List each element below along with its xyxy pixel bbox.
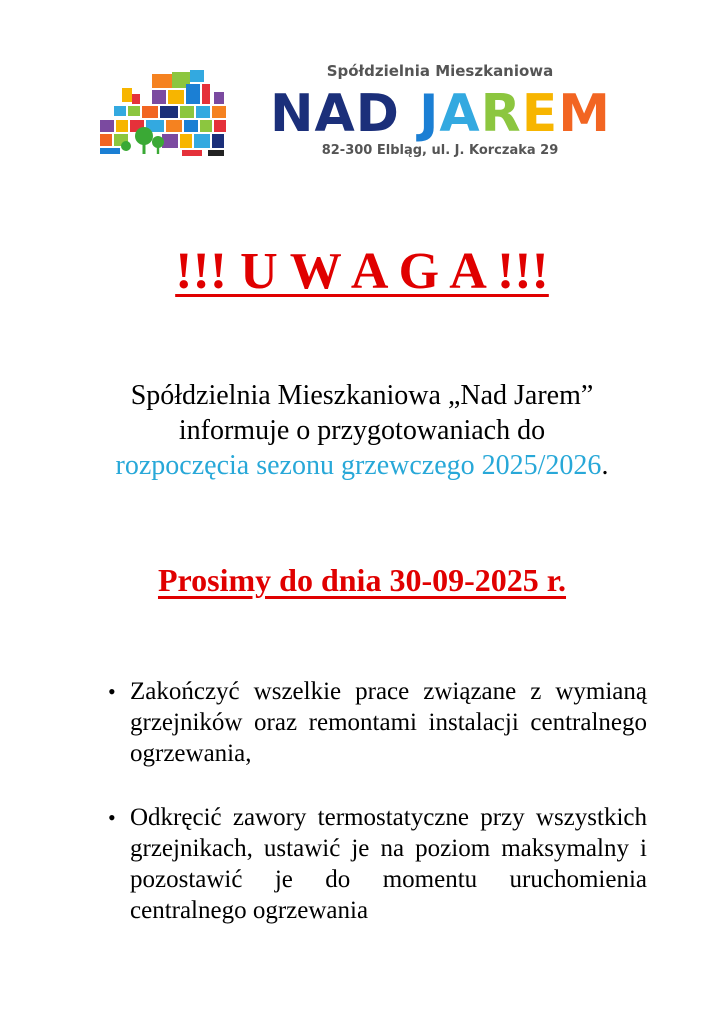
- list-item-text: Zakończyć wszelkie prace związane z wymianą grzejników oraz remontami instalacji centralnego ogrzewania,: [130, 678, 647, 767]
- org-name-letter: E: [521, 84, 559, 144]
- list-item: [104, 676, 647, 769]
- instructions-list: [104, 676, 647, 959]
- org-name-letter: R: [480, 84, 522, 144]
- org-name-letter: A: [314, 84, 356, 144]
- building-logo-icon: [96, 66, 230, 158]
- org-name-letter: N: [270, 84, 315, 144]
- org-subtitle: Spółdzielnia Mieszkaniowa: [326, 62, 554, 80]
- org-name-letter: D: [355, 84, 400, 144]
- info-line-1: Spółdzielnia Mieszkaniowa „Nad Jarem”: [130, 380, 594, 411]
- org-name-letter: [400, 84, 419, 144]
- bullet-icon: •: [108, 805, 116, 830]
- deadline-heading: Prosimy do dnia 30-09-2025 r.: [157, 562, 567, 598]
- header: [0, 0, 724, 180]
- notice-title: !!! U W A G A !!!: [175, 243, 549, 300]
- heating-season-highlight: rozpoczęcia sezonu grzewczego 2025/2026: [115, 450, 602, 481]
- org-address: 82-300 Elbląg, ul. J. Korczaka 29: [321, 143, 559, 158]
- org-name-letter: J: [419, 84, 440, 144]
- notice-info: [60, 378, 664, 483]
- org-name-letter: M: [558, 84, 611, 144]
- info-line-2: informuje o przygotowaniach do: [178, 415, 546, 446]
- org-name-letter: A: [439, 84, 481, 144]
- list-item-text: Odkręcić zawory termostatyczne przy wszystkich grzejnikach, ustawić je na poziom maksymalny i pozostawić je do momentu uruchomienia centralnego ogrzewania: [130, 804, 647, 924]
- list-item: [104, 802, 647, 926]
- bullet-icon: •: [108, 679, 116, 704]
- info-line-3-end: .: [601, 450, 609, 481]
- info-line-3: [60, 448, 664, 483]
- org-name: [270, 84, 610, 144]
